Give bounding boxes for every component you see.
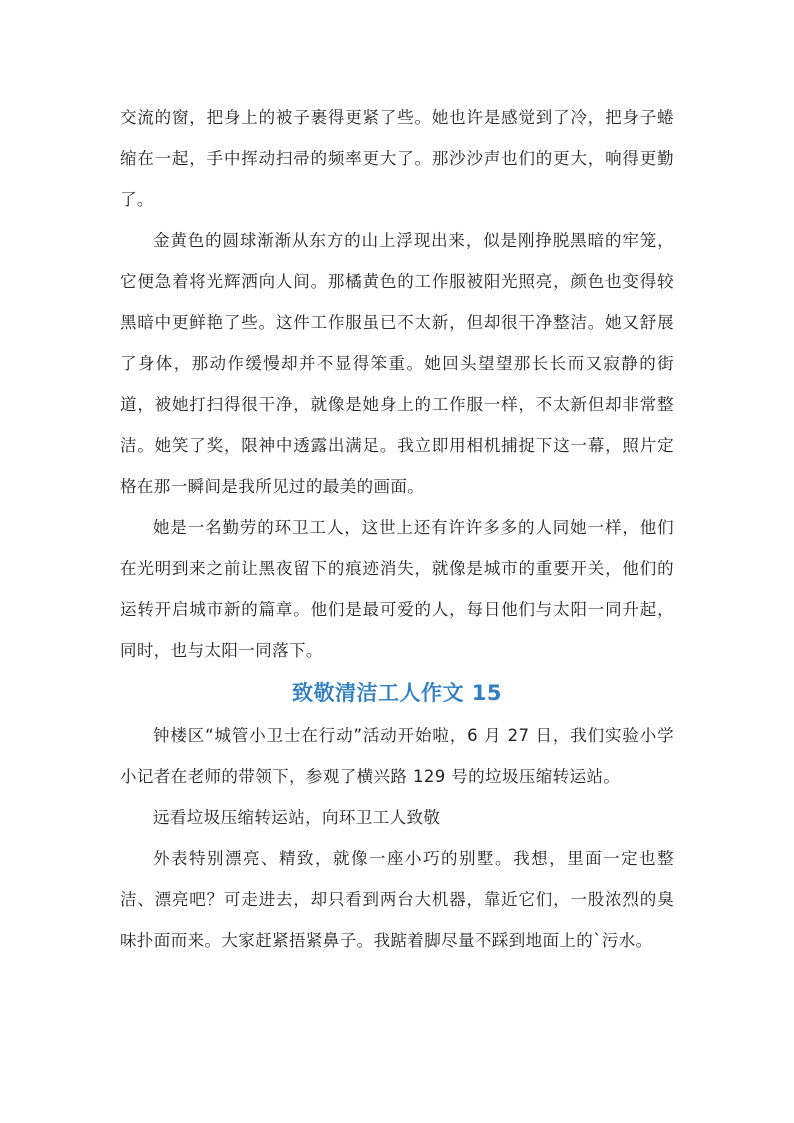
paragraph-6: 外表特别漂亮、精致，就像一座小巧的别墅。我想，里面一定也整洁、漂亮吧？可走进去，却只看到两台大机器，靠近它们，一股浓烈的臭味扑面而来。大家赶紧捂紧鼻子。我踮着脚尽量不踩到地面上的`污水。 (120, 849, 674, 950)
section-heading: 致敬清洁工人作文 15 (291, 681, 503, 705)
document-page (120, 97, 674, 961)
paragraph-4: 钟楼区“城管小卫士在行动”活动开始啦，6 月 27 日，我们实验小学小记者在老师的带领下，参观了横兴路 129 号的垃圾压缩转运站。 (120, 726, 674, 786)
paragraph-5: 远看垃圾压缩转运站，向环卫工人致敬 (153, 808, 441, 827)
paragraph-1: 交流的窗，把身上的被子裹得更紧了些。她也许是感觉到了冷，把身子蜷缩在一起，手中挥动扫帚的频率更大了。那沙沙声也们的更大，响得更勤了。 (120, 108, 674, 209)
paragraph-3: 她是一名勤劳的环卫工人，这世上还有许许多多的人同她一样，他们在光明到来之前让黑夜留下的痕迹消失，就像是城市的重要开关，他们的运转开启城市新的篇章。他们是最可爱的人，每日他们与太阳一同升起，同时，也与太阳一同落下。 (120, 518, 674, 660)
paragraph-2: 金黄色的圆球渐渐从东方的山上浮现出来，似是刚挣脱黑暗的牢笼，它便急着将光辉洒向人间。那橘黄色的工作服被阳光照亮，颜色也变得较黑暗中更鲜艳了些。这件工作服虽已不太新，但却很干净整洁。她又舒展了身体，那动作缓慢却并不显得笨重。她回头望望那长长而又寂静的街道，被她打扫得很干净，就像是她身上的工作服一样，不太新但却非常整洁。她笑了奖，限神中透露出满足。我立即用相机捕捉下这一幕，照片定格在那一瞬间是我所见过的最美的画面。 (120, 231, 674, 496)
